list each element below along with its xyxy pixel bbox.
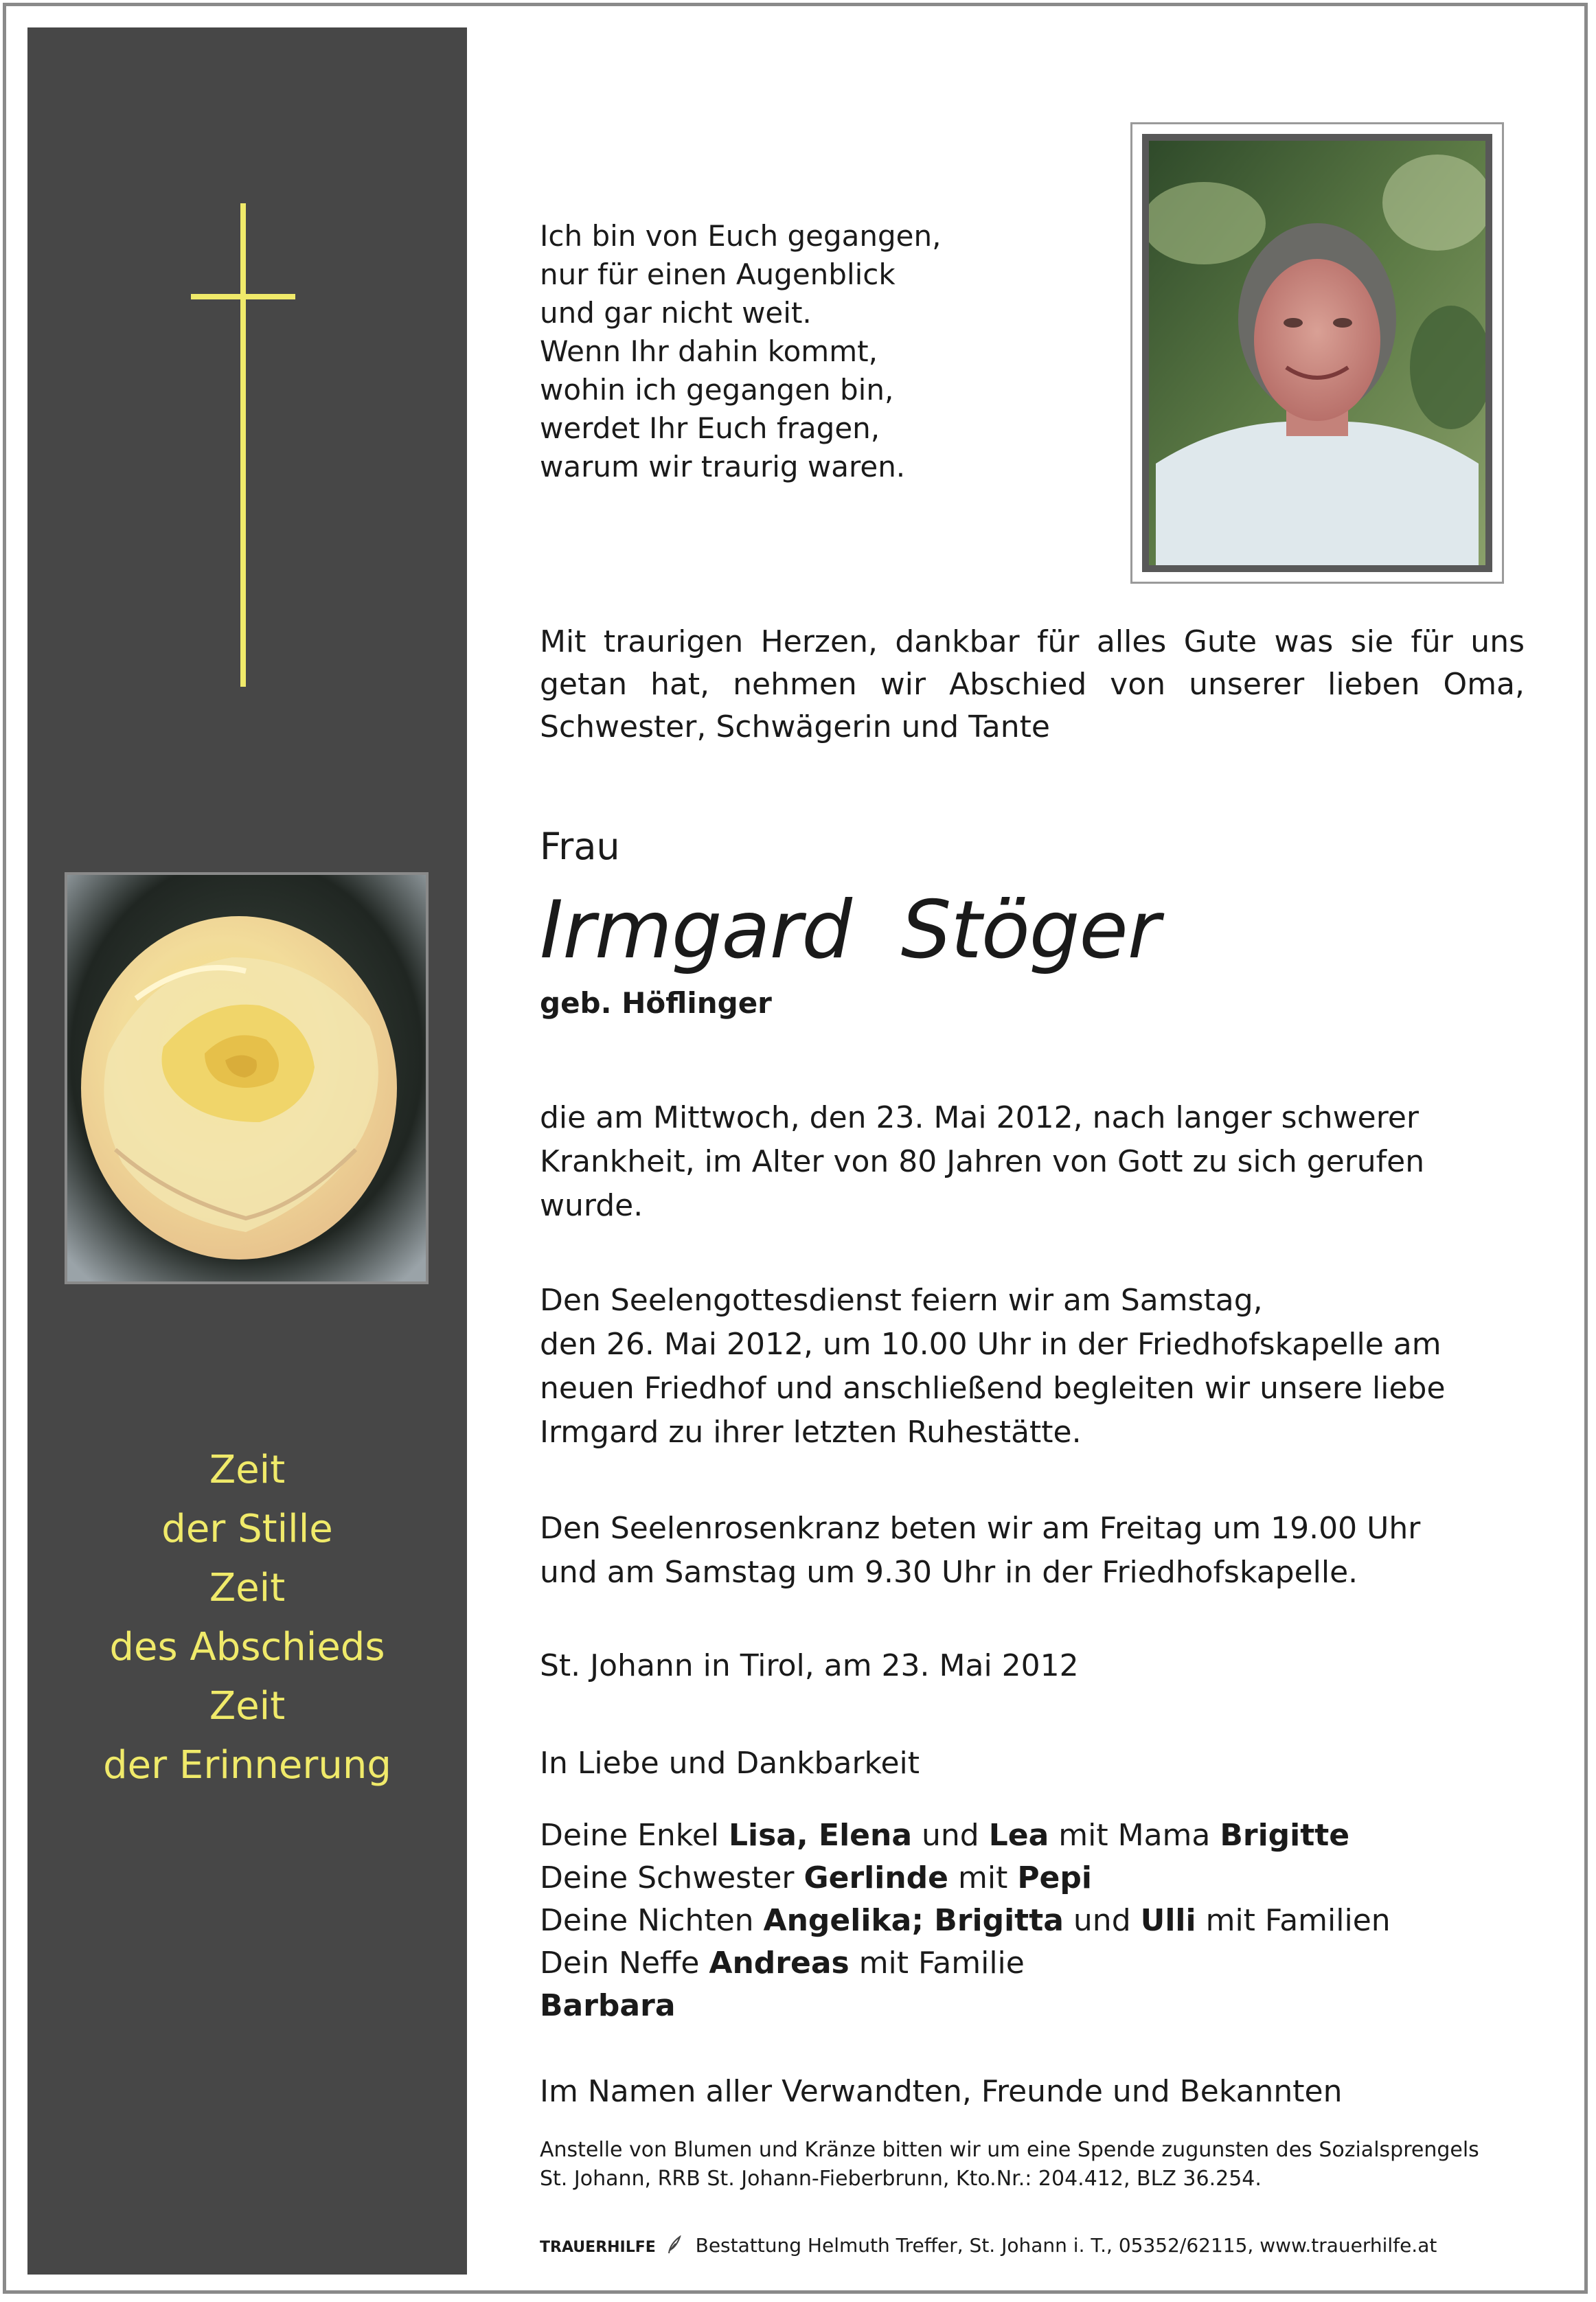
mass-info [540, 1279, 1525, 1455]
death-notice-line: die am Mittwoch, den 23. Mai 2012, nach langer schwerer [540, 1100, 1419, 1135]
footer-text: Bestattung Helmuth Treffer, St. Johann i. T., 05352/62115, www.trauerhilfe.at [695, 2234, 1437, 2257]
intro-paragraph: Mit traurigen Herzen, dankbar für alles Gute was sie für uns getan hat, nehmen wir Abschied von unserer lieben Oma, Schwester, Schwägerin und Tante [540, 624, 1525, 744]
poem-line: Wenn Ihr dahin kommt, [540, 334, 878, 368]
family-line [540, 1900, 1525, 1942]
family-line [540, 1942, 1525, 1985]
family-text: mit Mama [1049, 1818, 1220, 1853]
family-names: Ulli [1140, 1903, 1196, 1938]
sidebar-motto [27, 1441, 467, 1795]
feather-icon [666, 2235, 683, 2254]
first-name: Irmgard [540, 884, 852, 977]
family-text: Dein Neffe [540, 1946, 709, 1981]
family-names: Andreas [709, 1946, 850, 1981]
motto-line: Zeit [209, 1448, 286, 1492]
motto-line: Zeit [209, 1684, 286, 1729]
death-notice [540, 1096, 1525, 1228]
closing: In Liebe und Dankbarkeit [540, 1746, 920, 1781]
mass-line: Den Seelengottesdienst feiern wir am Samstag, [540, 1283, 1263, 1318]
footer-logo: TRAUERHILFE [540, 2239, 656, 2256]
mass-line: den 26. Mai 2012, um 10.00 Uhr in der Friedhofskapelle am [540, 1327, 1441, 1362]
rosary-line: und am Samstag um 9.30 Uhr in der Friedhofskapelle. [540, 1555, 1358, 1590]
poem-line: wohin ich gegangen bin, [540, 373, 894, 407]
motto-line: der Stille [161, 1507, 333, 1551]
poem-line: Ich bin von Euch gegangen, [540, 219, 942, 253]
family-text: und [1063, 1903, 1141, 1938]
footer [540, 2232, 1525, 2261]
rose-image [65, 872, 429, 1284]
poem [540, 217, 1525, 486]
mass-line: neuen Friedhof und anschließend begleiten wir unsere liebe [540, 1371, 1446, 1406]
family-text: und [912, 1818, 989, 1853]
motto-line: Zeit [209, 1566, 286, 1610]
family-text: Deine Nichten [540, 1903, 764, 1938]
donation-line: Anstelle von Blumen und Kränze bitten wir um eine Spende zugunsten des Sozialsprengels [540, 2138, 1479, 2162]
family-text: mit Familie [849, 1946, 1025, 1981]
maiden-name: geb. Höflinger [540, 986, 772, 1020]
family-line [540, 1857, 1525, 1900]
place-date: St. Johann in Tirol, am 23. Mai 2012 [540, 1648, 1079, 1683]
family-text: mit Familien [1196, 1903, 1391, 1938]
death-notice-line: wurde. [540, 1188, 643, 1223]
family-names: Angelika; Brigitta [763, 1903, 1064, 1938]
poem-line: nur für einen Augenblick [540, 258, 896, 291]
family-text: mit [948, 1860, 1018, 1895]
rosary-info [540, 1507, 1525, 1595]
donation-note [540, 2136, 1525, 2193]
poem-line: warum wir traurig waren. [540, 450, 906, 483]
motto-line: des Abschieds [109, 1625, 385, 1669]
family-list [540, 1814, 1525, 2027]
in-name-line: Im Namen aller Verwandten, Freunde und Bekannten [540, 2074, 1343, 2109]
salutation: Frau [540, 825, 620, 868]
mass-line: Irmgard zu ihrer letzten Ruhestätte. [540, 1415, 1082, 1450]
family-names: Lisa, Elena [729, 1818, 913, 1853]
cross-icon [240, 203, 246, 687]
family-text: Deine Schwester [540, 1860, 804, 1895]
family-line [540, 1814, 1525, 1857]
family-names: Lea [988, 1818, 1049, 1853]
poem-line: werdet Ihr Euch fragen, [540, 411, 880, 445]
family-names: Brigitte [1220, 1818, 1350, 1853]
poem-line: und gar nicht weit. [540, 296, 812, 330]
cross-icon-bar [191, 294, 295, 299]
death-notice-line: Krankheit, im Alter von 80 Jahren von Gott zu sich gerufen [540, 1144, 1425, 1179]
deceased-name [540, 886, 1525, 975]
family-names: Barbara [540, 1988, 676, 2023]
family-names: Pepi [1017, 1860, 1092, 1895]
family-line [540, 1985, 1525, 2027]
last-name: Stöger [900, 884, 1160, 977]
motto-line: der Erinnerung [103, 1743, 391, 1788]
rosary-line: Den Seelenrosenkranz beten wir am Freitag um 19.00 Uhr [540, 1511, 1421, 1546]
family-names: Gerlinde [803, 1860, 948, 1895]
family-text: Deine Enkel [540, 1818, 729, 1853]
donation-line: St. Johann, RRB St. Johann-Fieberbrunn, Kto.Nr.: 204.412, BLZ 36.254. [540, 2167, 1262, 2191]
